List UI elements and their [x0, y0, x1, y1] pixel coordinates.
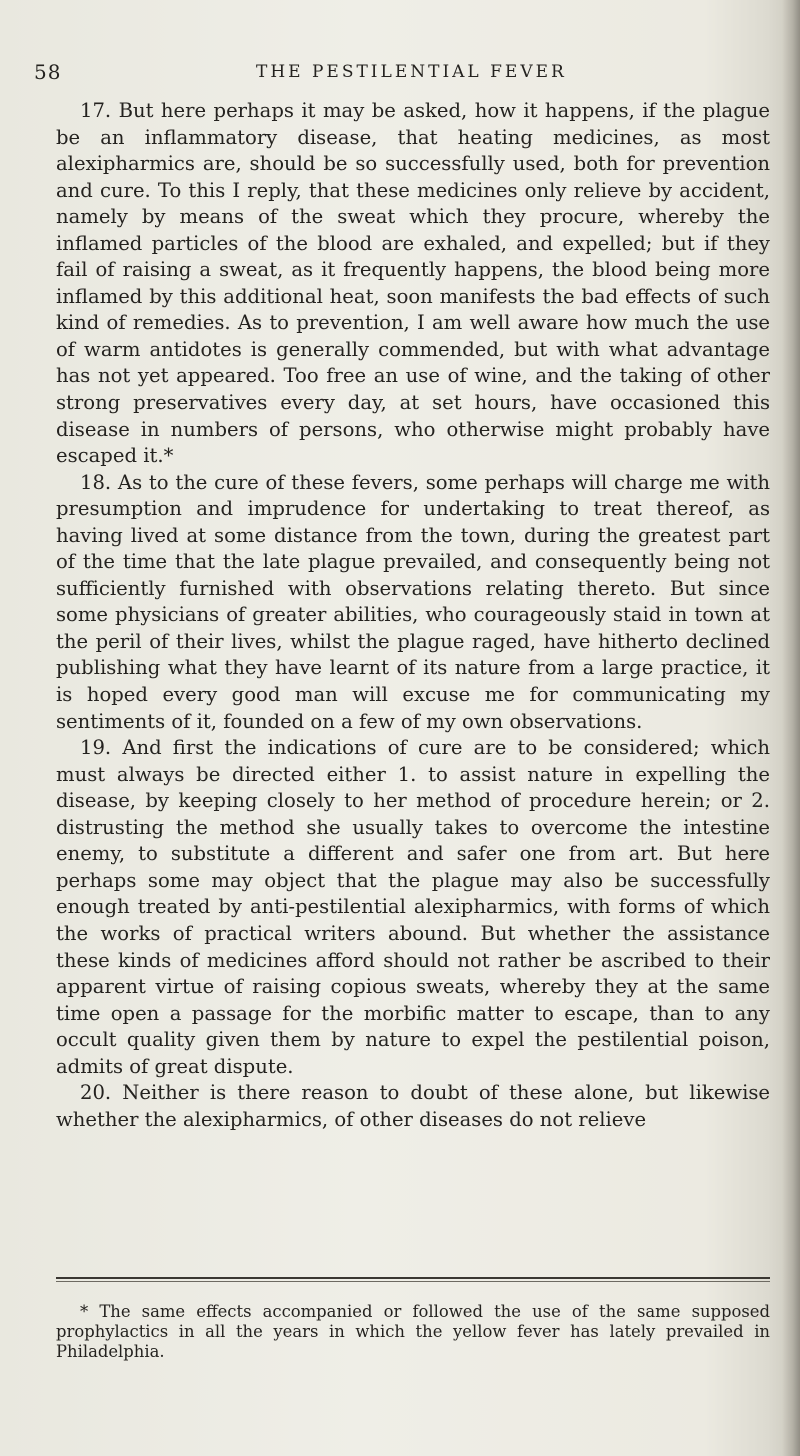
footnote: * The same effects accompanied or followed the use of the same supposed prophylactics in all the years in which the yellow fever has lately prevailed in Philadelphia. [56, 1302, 770, 1361]
running-head: THE PESTILENTIAL FEVER [256, 62, 567, 82]
page-edge-shadow [782, 0, 800, 1456]
footnote-divider [56, 1277, 770, 1279]
page-header [34, 60, 764, 84]
footnote-divider-thin [56, 1281, 770, 1282]
paragraph-18: 18. As to the cure of these fevers, some perhaps will charge me with presumption and imprudence for undertaking to treat thereof, as having lived at some distance from the town, during the greatest part of the time that the late plague prevailed, and consequently being not sufficiently furnished with observations relating thereto. But since some physicians of greater abilities, who courageously staid in town at the peril of their lives, whilst the plague raged, have hitherto declined publishing what they have learnt of its nature from a large practice, it is hoped every good man will excuse me for communicating my sentiments of it, founded on a few of my own observations. [56, 470, 770, 733]
paragraph-17: 17. But here perhaps it may be asked, how it happens, if the plague be an inflammatory disease, that heating medicines, as most alexipharmics are, should be so successfully used, both for prevention and cure. To this I reply, that these medicines only relieve by accident, namely by means of the sweat which they procure, whereby the inflamed particles of the blood are exhaled, and expelled; but if they fail of raising a sweat, as it frequently happens, the blood being more inflamed by this additional heat, soon manifests the bad effects of such kind of remedies. As to prevention, I am well aware how much the use of warm antidotes is generally commended, but with what advantage has not yet appeared. Too free an use of wine, and the taking of other strong preservatives every day, at set hours, have occasioned this disease in numbers of persons, who otherwise might probably have escaped it.* [56, 99, 770, 468]
body-text [56, 98, 770, 1133]
page-number: 58 [34, 60, 62, 84]
paragraph-20: 20. Neither is there reason to doubt of these alone, but likewise whether the alexipharmics, of other diseases do not relieve [56, 1081, 770, 1131]
paragraph-19: 19. And first the indications of cure are to be considered; which must always be directed either 1. to assist nature in expelling the disease, by keeping closely to her method of procedure herein; or 2. distrusting the method she usually takes to overcome the intestine enemy, to substitute a different and safer one from art. But here perhaps some may object that the plague may also be successfully enough treated by anti-pestilential alexipharmics, with forms of which the works of practical writers abound. But whether the assistance these kinds of medicines afford should not rather be ascribed to their apparent virtue of raising copious sweats, whereby they at the same time open a passage for the morbific matter to escape, than to any occult quality given them by nature to expel the pestilential poison, admits of great dispute. [56, 736, 770, 1078]
